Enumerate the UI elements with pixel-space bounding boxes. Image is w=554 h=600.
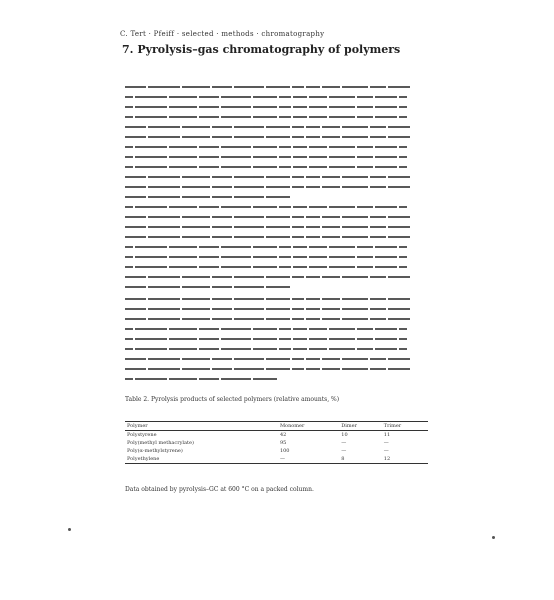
text-line [125,216,425,218]
data-table [125,421,428,464]
table-header-row [125,422,428,431]
table-cell: — [279,456,285,462]
table-row [125,447,428,455]
text-line [125,226,425,228]
text-line [125,358,425,360]
text-line [125,186,425,188]
table-row [125,431,428,440]
text-line [125,276,425,278]
text-line [125,328,425,330]
text-line [125,126,425,128]
table-cell: — [341,440,347,446]
margin-mark [492,536,495,539]
text-line [125,348,425,350]
table-cell: Poly(methyl methacrylate) [127,440,194,446]
text-line [125,286,425,288]
text-line [125,206,425,208]
text-line [125,166,425,168]
text-line [125,256,425,258]
table-cell: — [383,448,389,454]
table-cell: 11 [383,432,391,438]
table-cell: — [383,440,389,446]
table-row [125,455,428,464]
text-line [125,368,425,370]
text-line [125,146,425,148]
text-line [125,136,425,138]
text-line [125,156,425,158]
text-line [125,96,425,98]
text-line [125,236,425,238]
table-cell: 100 [279,448,290,454]
text-line [125,106,425,108]
text-line [125,116,425,118]
section-title: 7. Pyrolysis–gas chromatography of polymers [122,43,401,56]
table-header-cell: Polymer [127,423,148,429]
table-cell: 12 [383,456,391,462]
text-line [125,338,425,340]
table-cell: 8 [341,456,345,462]
text-line [125,378,425,380]
text-line [125,266,425,268]
table-cell: 42 [279,432,287,438]
table-caption: Table 2. Pyrolysis products of selected polymers (relative amounts, %) [125,396,340,403]
text-line [125,298,425,300]
table-cell: 10 [341,432,348,438]
table-header-cell: Dimer [341,423,357,429]
table-cell: Poly(α-methylstyrene) [127,448,183,454]
table-row [125,439,428,447]
margin-mark [68,528,71,531]
text-line [125,246,425,248]
table-header-cell: Trimer [383,423,402,429]
table-cell: Polystyrene [127,432,157,438]
text-line [125,196,425,198]
table-header-cell: Monomer [279,423,305,429]
running-header: C. Tert · Pfeiff · selected · methods · chromatography [120,30,325,38]
table-cell: — [341,448,347,454]
text-line [125,308,425,310]
table-footnote: Data obtained by pyrolysis–GC at 600 °C on a packed column. [125,486,314,493]
text-line [125,318,425,320]
table-cell: 95 [279,440,287,446]
table-cell: Polyethylene [127,456,160,462]
text-line [125,176,425,178]
text-line [125,86,425,88]
